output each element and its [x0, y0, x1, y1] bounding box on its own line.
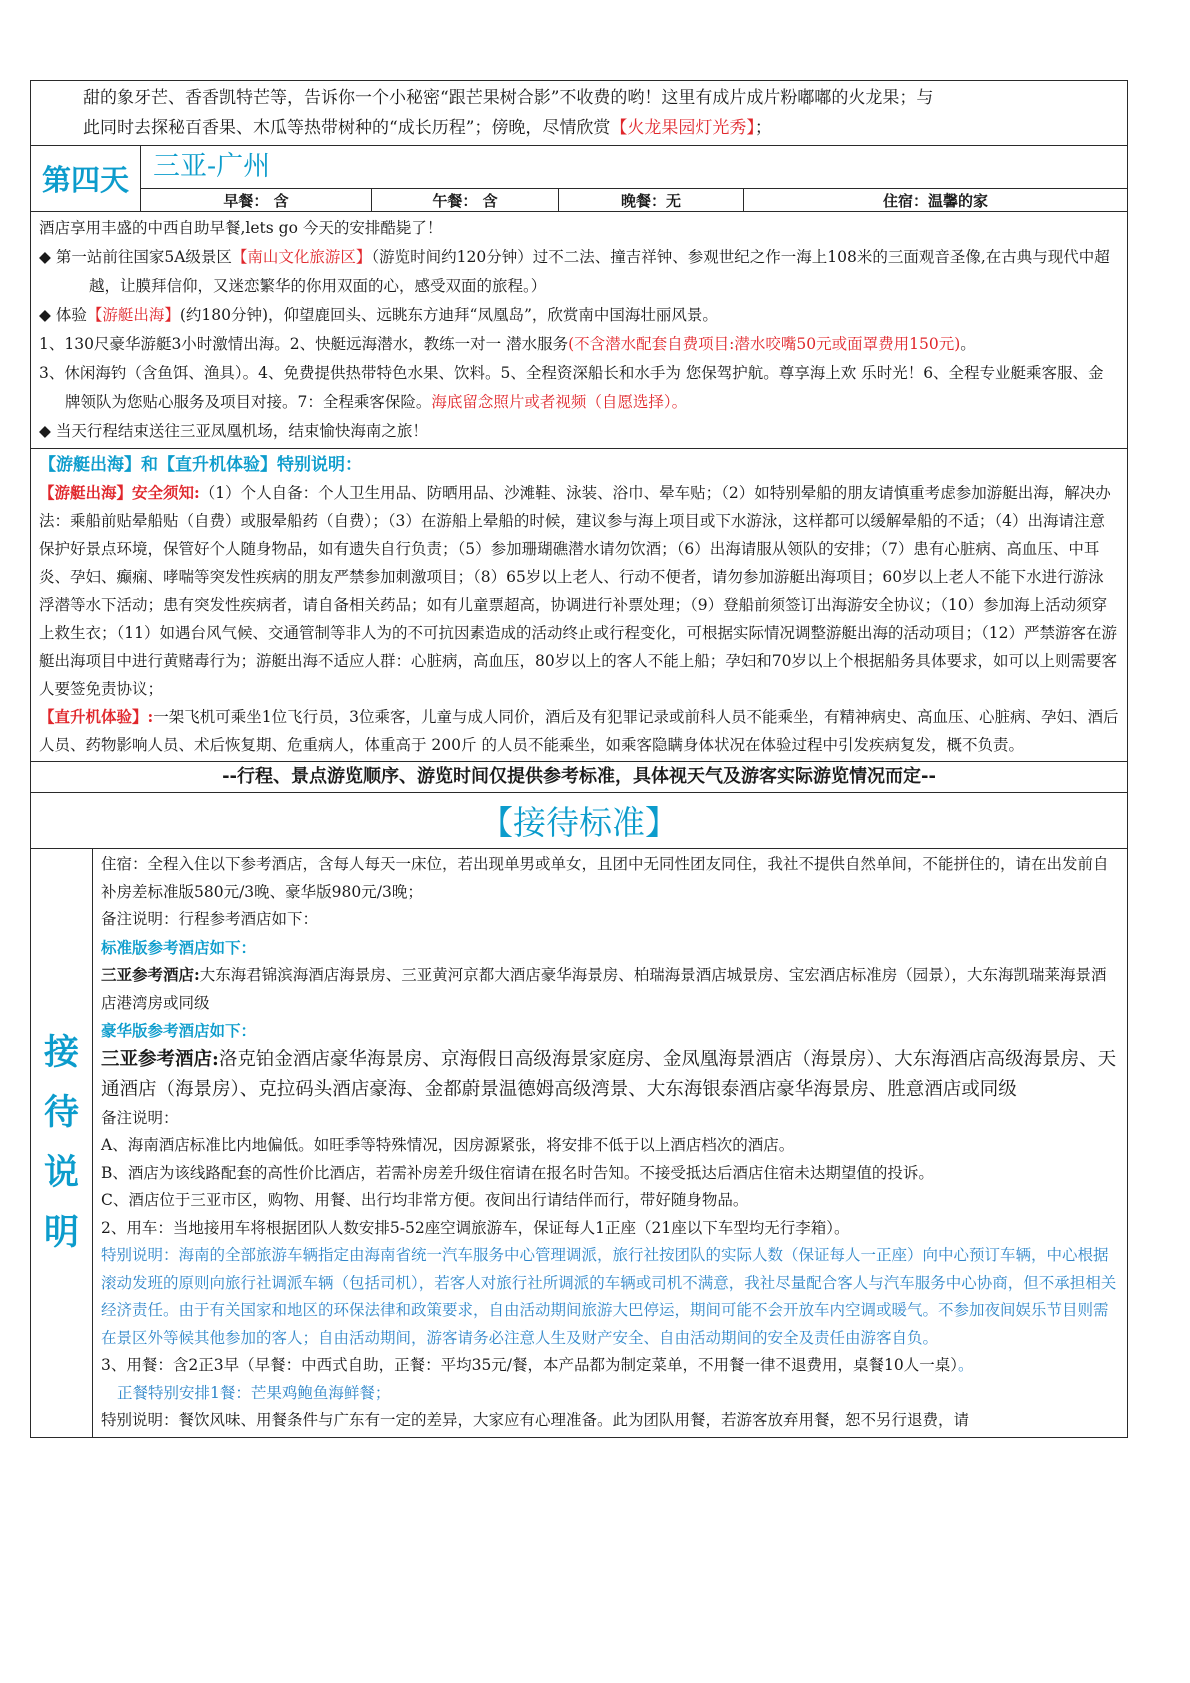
schedule-lead: 酒店享用丰盛的中西自助早餐,lets go 今天的安排酷毙了！	[39, 219, 443, 237]
special-notes	[31, 449, 1128, 762]
standard-hotels-list: 三亚参考酒店:大东海君锦滨海酒店海景房、三亚黄河京都大酒店豪华海景房、柏瑞海景酒店城景房、宝宏酒店标准房（园景），大东海凯瑞莱海景酒店港湾房或同级	[101, 965, 1107, 1012]
standards-title: 【接待标准】	[31, 793, 1128, 849]
meal-note: 特别说明：餐饮风味、用餐条件与广东有一定的差异，大家应有心理准备。此为团队用餐，若游客放弃用餐，恕不另行退费，请	[101, 1411, 970, 1429]
itinerary-page	[30, 80, 1127, 1438]
meal-special: 正餐特别安排1餐：芒果鸡鲍鱼海鲜餐；	[117, 1383, 391, 1402]
transport-info: 2、用车：当地接用车将根据团队人数安排5-52座空调旅游车，保证每人1正座（21座以下车型均无行李箱）。	[101, 1218, 850, 1237]
reception-details	[93, 849, 1128, 1438]
transport-special-note: 特别说明：海南的全部旅游车辆指定由海南省统一汽车服务中心管理调派，旅行社按团队的实际人数（保证每人一正座）向中心预订车辆，中心根据滚动发班的原则向旅行社调派车辆（包括司机），若客人对旅行社所调派的车辆或司机不满意，我社尽量配合客人与汽车服务中心协商，但不承担相关经济责任。由于有关国家和地区的环保法律和政策要求，自由活动期间旅游大巴停运，期间可能不会开放车内空调或暖气。不参加夜间娱乐节目则需在景区外等候其他参加的客人；自由活动期间，游客请务必注意人生及财产安全、自由活动期间的安全及责任由游客自负。	[101, 1246, 1117, 1347]
schedule-item-services: 3、休闲海钓（含鱼饵、渔具）。4、免费提供热带特色水果、饮料。5、全程资深船长和水手为 您保驾护航。尊享海上欢 乐时光！6、全程专业艇乘客服、金牌领队为您贴心服务及项目对接。7：全程乘客保险。海底留念照片或者视频（自愿选择）。	[39, 364, 1104, 411]
meal-bar	[141, 188, 1127, 211]
luxury-hotels-title: 豪华版参考酒店如下：	[101, 1021, 257, 1040]
light-show-highlight: 【火龙果园灯光秀】	[610, 118, 755, 138]
itinerary-disclaimer: --行程、景点游览顺序、游览时间仅提供参考标准，具体视天气及游客实际游览情况而定--	[31, 762, 1128, 793]
schedule-item-yacht-details: 1、130尺豪华游艇3小时激情出海。2、快艇远海潜水，教练一对一 潜水服务(不含潜水配套自费项目:潜水咬嘴50元或面罩费用150元)。	[39, 335, 976, 353]
remark-a: A、海南酒店标准比内地偏低。如旺季等特殊情况，因房源紧张，将安排不低于以上酒店档次的酒店。	[101, 1136, 795, 1154]
day-route: 三亚-广州	[153, 151, 271, 182]
helicopter-label: 【直升机体验】:	[39, 707, 154, 726]
reception-side-label: 接 待 说 明	[31, 849, 93, 1438]
hotel-cell: 住宿：温馨的家	[883, 191, 989, 210]
breakfast-cell: 早餐： 含	[141, 189, 372, 211]
dinner-cell: 晚餐：无	[559, 189, 744, 211]
remark-c: C、酒店位于三亚市区，购物、用餐、出行均非常方便。夜间出行请结伴而行，带好随身物品。	[101, 1191, 749, 1209]
meal-info: 3、用餐：含2正3早（早餐：中西式自助，正餐：平均35元/餐，本产品都为制定菜单，不用餐一律不退费用，桌餐10人一桌）。	[101, 1356, 974, 1374]
hotel-remark: 备注说明：行程参考酒店如下：	[101, 910, 319, 928]
schedule-item-yacht: ◆ 体验【游艇出海】(约180分钟)，仰望鹿回头、远眺东方迪拜“凤凰岛”，欣赏南中国海壮丽风景。	[39, 306, 718, 324]
remark-b: B、酒店为该线路配套的高性价比酒店，若需补房差升级住宿请在报名时告知。不接受抵达后酒店住宿未达期望值的投诉。	[101, 1163, 934, 1182]
yacht-safety-label: 【游艇出海】安全须知:	[39, 483, 200, 502]
hotel-intro: 住宿：全程入住以下参考酒店，含每人每天一床位，若出现单男或单女，且团中无同性团友同住，我社不提供自然单间，不能拼住的，请在出发前自补房差标准版580元/3晚、豪华版980元/3晚；	[101, 855, 1109, 901]
helicopter-note: 【直升机体验】:一架飞机可乘坐1位飞行员，3位乘客，儿童与成人同价，酒后及有犯罪记录或前科人员不能乘坐，有精神病史、高血压、心脏病、孕妇、酒后人员、药物影响人员、术后恢复期、危重病人，体重高于 200斤 的人员不能乘坐，如乘客隐瞒身体状况在体验过程中引发疾病复发，概不负责。	[39, 707, 1119, 754]
itinerary-table	[30, 80, 1128, 1438]
schedule-item-nanshan: ◆ 第一站前往国家5A级景区【南山文化旅游区】（游览时间约120分钟）过不二法、撞吉祥钟、参观世纪之作一海上108米的三面观音圣像,在古典与现代中超越，让膜拜信仰，又迷恋繁华的你用双面的心，感受双面的旅程。）	[39, 248, 1110, 295]
schedule-item-departure: ◆ 当天行程结束送往三亚凤凰机场，结束愉快海南之旅！	[39, 422, 428, 440]
day-schedule	[31, 212, 1128, 449]
day-header	[141, 146, 1128, 212]
luxury-hotels-list: 三亚参考酒店:洛克铂金酒店豪华海景房、京海假日高级海景家庭房、金凤凰海景酒店（海景房）、大东海酒店高级海景房、天通酒店（海景房）、克拉码头酒店豪海、金都蔚景温德姆高级湾景、大东海银泰酒店豪华海景房、胜意酒店或同级	[101, 1048, 1117, 1100]
day3-continuation	[31, 81, 1128, 146]
notes-title: 【游艇出海】和【直升机体验】特别说明：	[39, 455, 362, 475]
intro-line-2: 此同时去探秘百香果、木瓜等热带树种的“成长历程”；傍晚，尽情欣赏【火龙果园灯光秀】；	[83, 118, 772, 138]
standard-hotels-title: 标准版参考酒店如下：	[101, 937, 257, 957]
remark-heading: 备注说明：	[101, 1108, 179, 1127]
yacht-safety-note: 【游艇出海】安全须知:（1）个人自备：个人卫生用品、防晒用品、沙滩鞋、泳装、浴巾、晕车贴；（2）如特别晕船的朋友请慎重考虑参加游艇出海，解决办法：乘船前贴晕船贴（自费）或服晕船药（自费）；（3）在游船上晕船的时候，建议参与海上项目或下水游泳，这样都可以缓解晕船的不适；（4）出海请注意保护好景点环境，保管好个人随身物品，如有遗失自行负责；（5）参加珊瑚礁潜水请勿饮酒；（6）出海请服从领队的安排；（7）患有心脏病、高血压、中耳炎、孕妇、癫痫、哮喘等突发性疾病的朋友严禁参加刺激项目；（8）65岁以上老人、行动不便者，请勿参加游艇出海项目；60岁以上老人不能下水进行游泳浮潜等水下活动；患有突发性疾病者，请自备相关药品；如有儿童票超高，协调进行补票处理；（9）登船前须签订出海游安全协议；（10）参加海上活动须穿上救生衣；（11）如遇台风气候、交通管制等非人为的不可抗因素造成的活动终止或行程变化，可根据实际情况调整游艇出海的活动项目；（12）严禁游客在游艇出海项目中进行黄赌毒行为；游艇出海不适应人群：心脏病，高血压，80岁以上的客人不能上船；孕妇和70岁以上个根据船务具体要求，如可以上则需要客人要签免责协议；	[39, 483, 1117, 698]
intro-line-1: 甜的象牙芒、香香凯特芒等，告诉你一个小秘密“跟芒果树合影”不收费的哟！这里有成片成片粉嘟嘟的火龙果；与	[83, 88, 934, 108]
day-label: 第四天	[31, 146, 141, 212]
lunch-cell: 午餐： 含	[372, 189, 559, 211]
